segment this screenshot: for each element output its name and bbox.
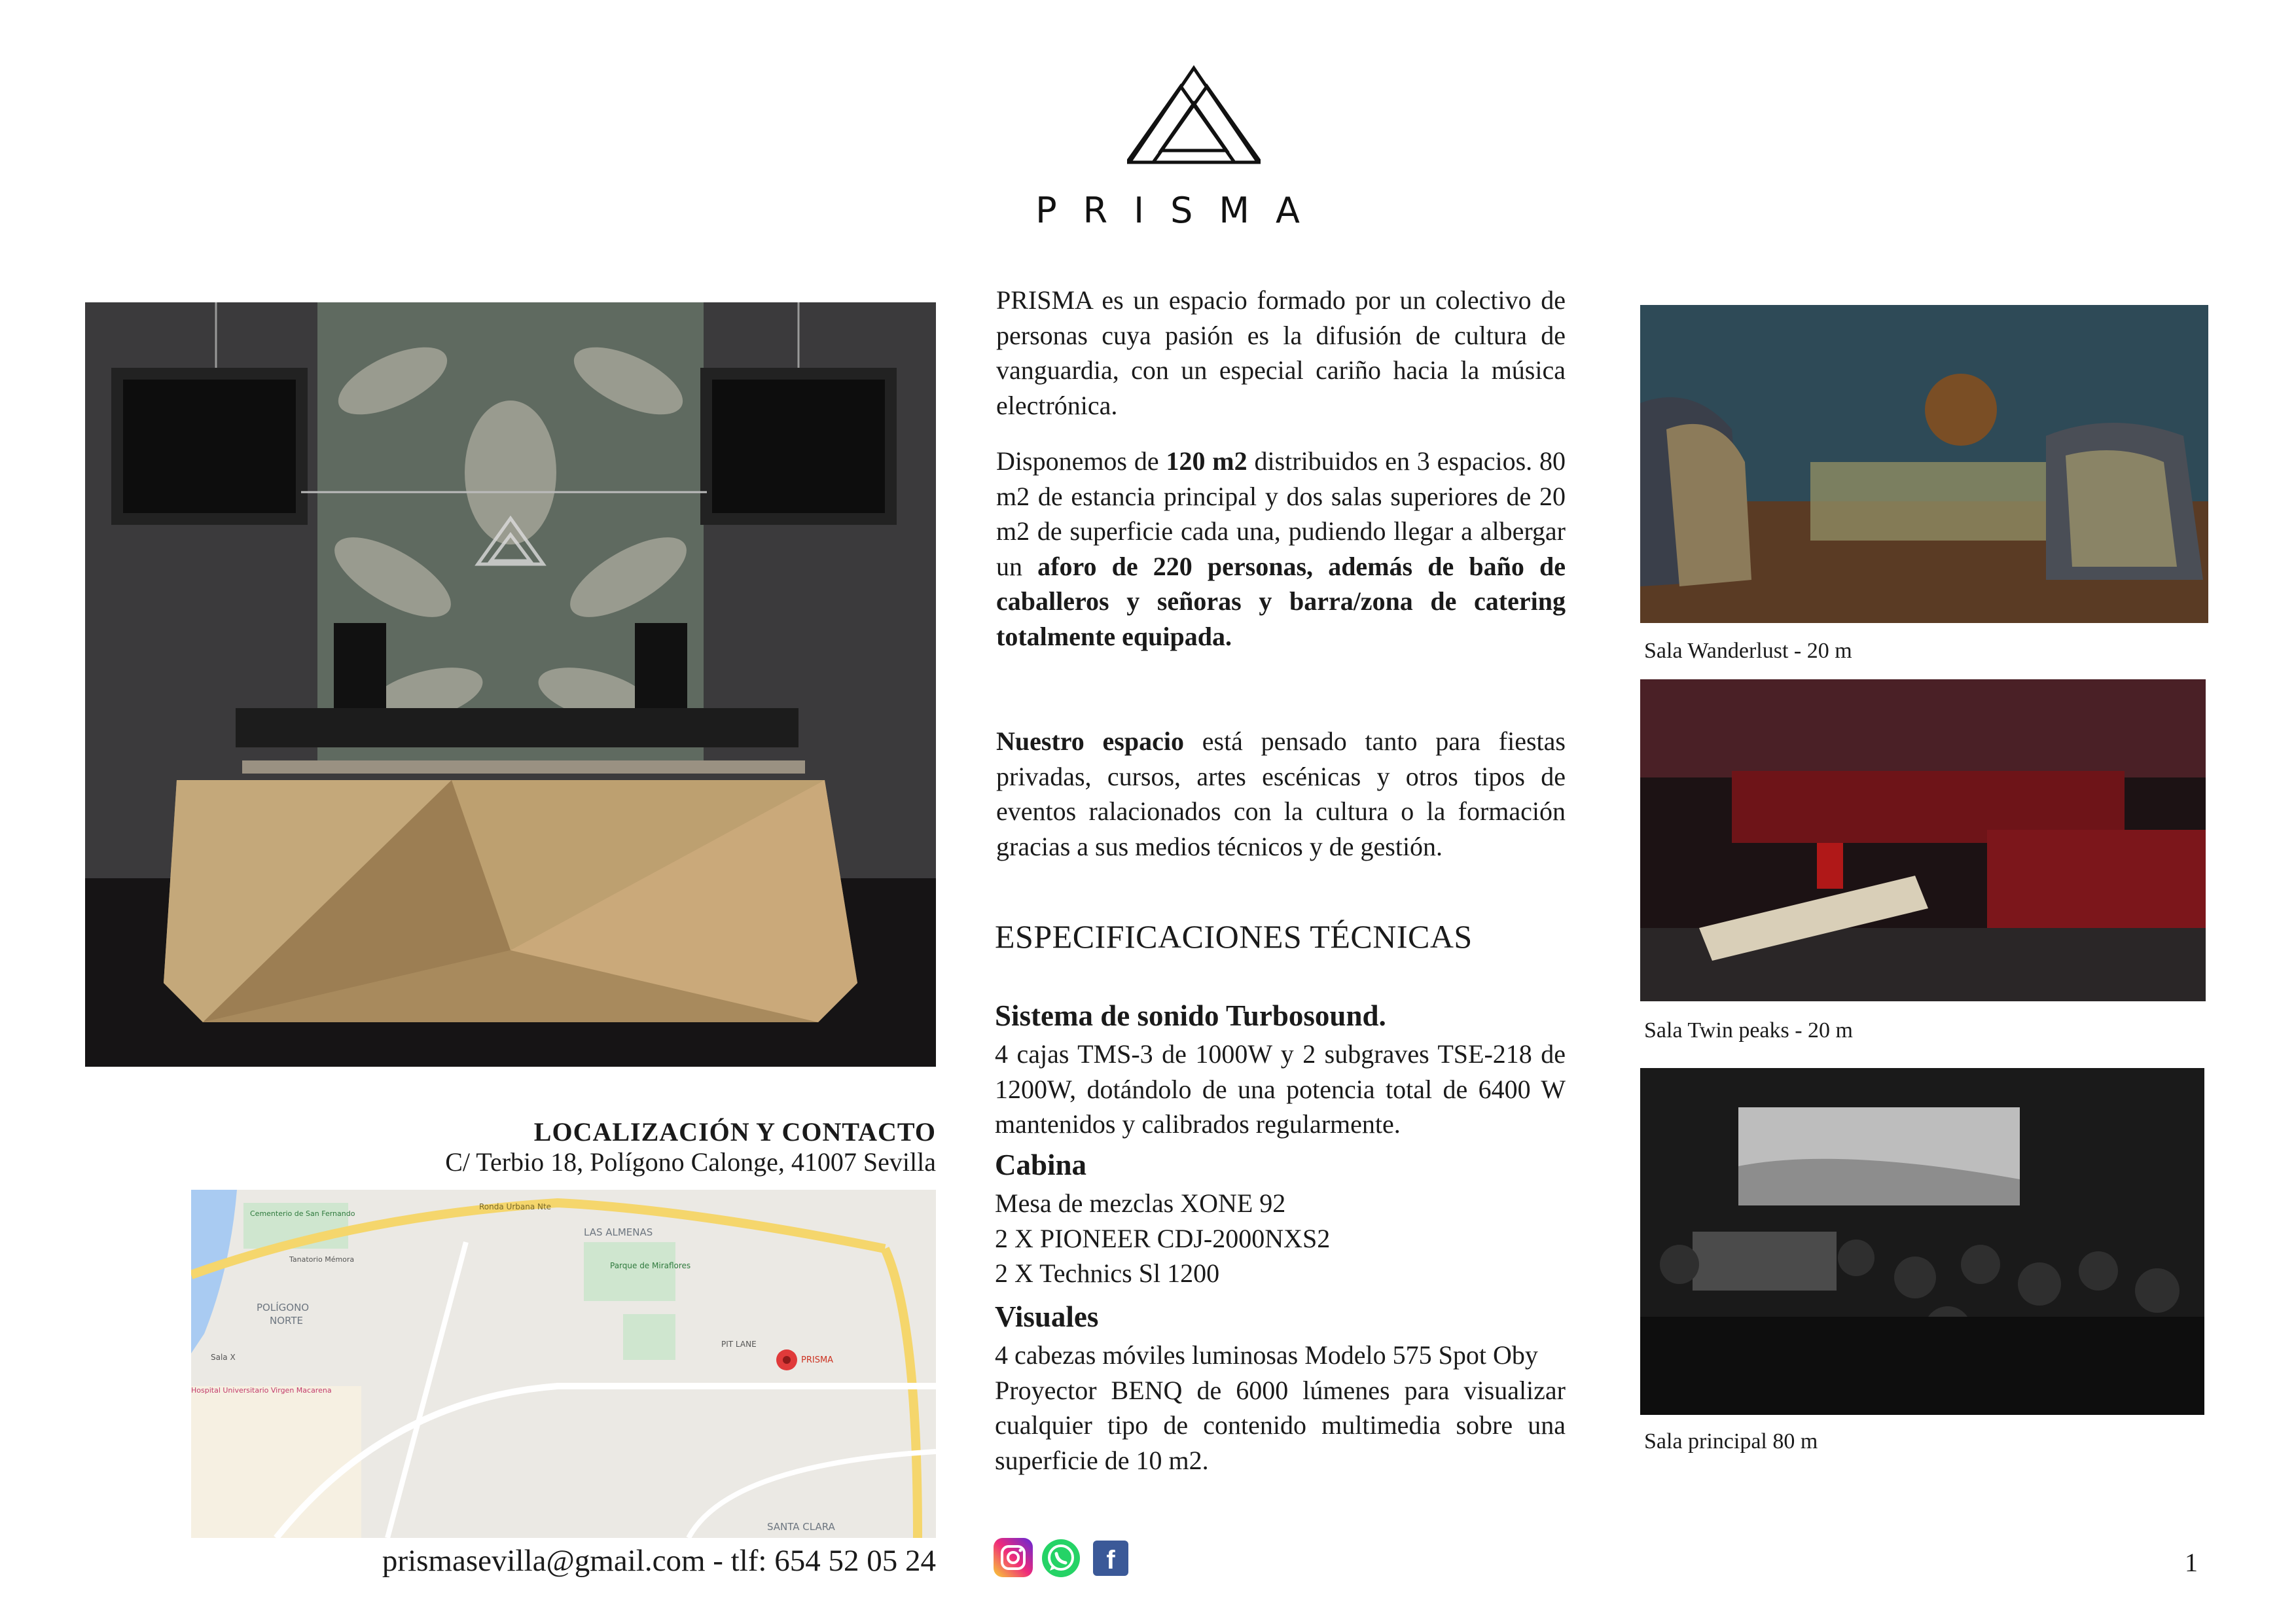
cabina-item: Mesa de mezclas XONE 92: [995, 1188, 1286, 1218]
cabina-title: Cabina: [995, 1149, 1087, 1181]
main-room-photo: [1640, 1068, 2204, 1415]
contact-email-phone[interactable]: prismasevilla@gmail.com - tlf: 654 52 05 24: [382, 1544, 936, 1578]
map-label-las-almenas: LAS ALMENAS: [584, 1226, 653, 1238]
map-label-poligono: POLÍGONO: [257, 1302, 310, 1313]
map-label-prisma: PRISMA: [801, 1355, 834, 1365]
map-label-hospital: Hospital Universitario Virgen Macarena: [191, 1386, 332, 1395]
visuales-text: [995, 1338, 1566, 1478]
map-label-pit-lane: PIT LANE: [721, 1340, 757, 1349]
intro-paragraph-1: PRISMA es un espacio formado por un colectivo de personas cuya pasión es la difusión de cultura de vanguardia, con un especial cariño hacia la música electrónica.: [996, 285, 1566, 420]
sound-system-title: Sistema de sonido Turbosound.: [995, 999, 1386, 1032]
facebook-glyph: f: [1106, 1546, 1115, 1575]
p2-capacity-highlight: aforo de 220 personas, además de baño de caballeros y señoras y barra/zona de catering totalmente equipada.: [996, 551, 1566, 651]
twinpeaks-room-photo: [1640, 679, 2206, 1001]
map-label-tanatorio: Tanatorio Mémora: [289, 1255, 355, 1264]
instagram-icon[interactable]: [994, 1538, 1033, 1577]
main-room-caption: Sala principal 80 m: [1644, 1429, 1818, 1454]
map-label-parque: Parque de Miraflores: [610, 1261, 691, 1270]
map-label-ronda: Ronda Urbana Nte: [479, 1202, 552, 1211]
p3-text: está pensado tanto para fiestas privadas, cursos, artes escénicas y otros tipos de eventos ralacionados con la cultura o la formación gracias a sus medios técnicos y de gestión.: [996, 726, 1566, 861]
prisma-logo-icon: [1127, 64, 1261, 166]
p2-text-c: distribuidos en 3 espacios. 80 m2 de estancia principal y dos salas superiores de 20 m2 de superficie cada una, pudiendo llegar a albergar un: [996, 446, 1566, 581]
visuales-line-2: Proyector BENQ de 6000 lúmenes para visualizar cualquier tipo de contenido multimedia sobre una superficie de 10 m2.: [995, 1375, 1566, 1475]
map-label-sala-x: Sala X: [211, 1353, 236, 1362]
logo-wordmark: PRISMA: [1035, 190, 1326, 231]
map-label-santa-clara: SANTA CLARA: [767, 1521, 835, 1533]
map-label-norte: NORTE: [270, 1315, 303, 1327]
wanderlust-caption: Sala Wanderlust - 20 m: [1644, 639, 1852, 663]
intro-paragraph-3: [996, 724, 1566, 864]
p2-text-a: Disponemos de: [996, 446, 1166, 476]
sound-system-text: 4 cajas TMS-3 de 1000W y 2 subgraves TSE-218 de 1200W, dotándolo de una potencia total de 6400 W mantenidos y calibrados regularmente.: [995, 1039, 1566, 1139]
specs-heading: ESPECIFICACIONES TÉCNICAS: [995, 918, 1473, 955]
wanderlust-room-photo: [1640, 305, 2208, 623]
dj-booth-photo: [85, 302, 936, 1067]
cabina-list: [995, 1186, 1566, 1291]
map-label-cementerio: Cementerio de San Fernando: [250, 1209, 355, 1218]
whatsapp-icon[interactable]: [1041, 1538, 1081, 1578]
location-address: C/ Terbio 18, Polígono Calonge, 41007 Sevilla: [445, 1147, 936, 1177]
intro-paragraph-2: [996, 444, 1566, 654]
p2-area-highlight: 120 m2: [1166, 446, 1247, 476]
visuales-line-1: 4 cabezas móviles luminosas Modelo 575 Spot Oby: [995, 1340, 1538, 1370]
cabina-item: 2 X Technics Sl 1200: [995, 1258, 1220, 1288]
cabina-item: 2 X PIONEER CDJ-2000NXS2: [995, 1223, 1331, 1253]
twinpeaks-caption: Sala Twin peaks - 20 m: [1644, 1018, 1853, 1043]
page-number: 1: [2185, 1548, 2198, 1577]
visuales-title: Visuales: [995, 1300, 1099, 1333]
facebook-icon[interactable]: [1093, 1541, 1128, 1576]
location-title: LOCALIZACIÓN Y CONTACTO: [533, 1117, 936, 1147]
location-map[interactable]: [191, 1190, 936, 1538]
p3-space-highlight: Nuestro espacio: [996, 726, 1184, 756]
